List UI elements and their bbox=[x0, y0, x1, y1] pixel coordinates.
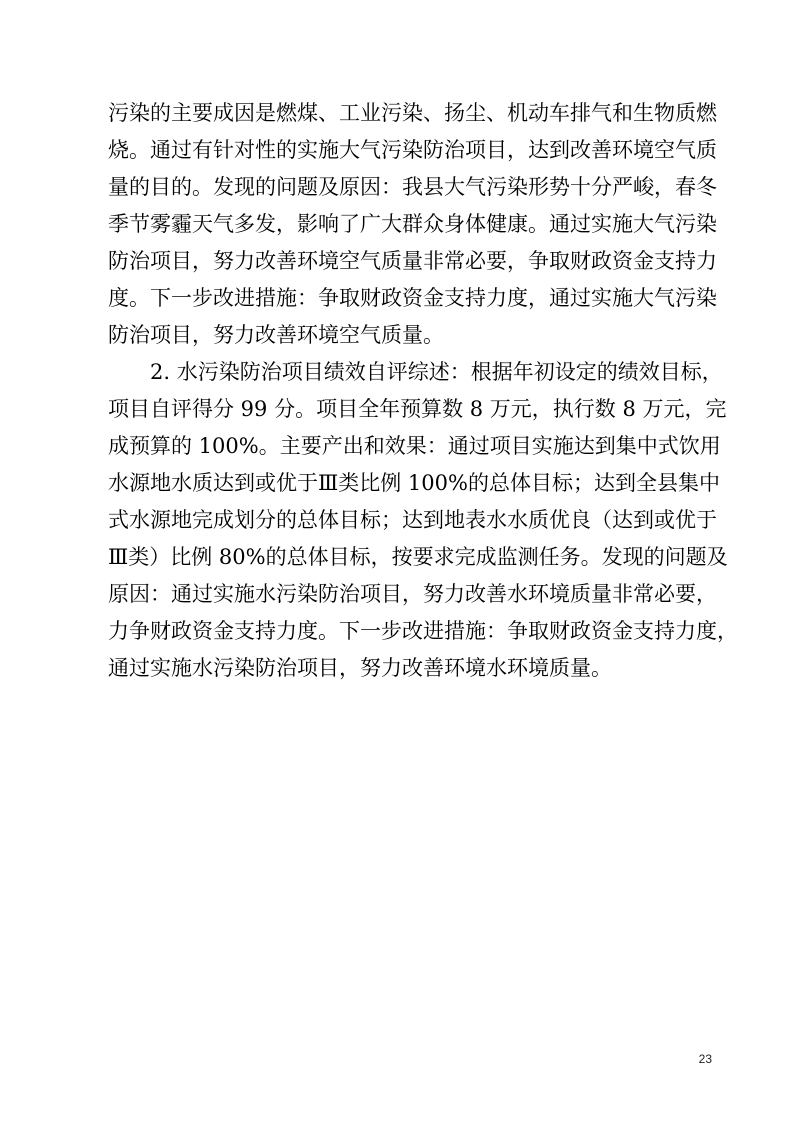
text-line: 防治项目，努力改善环境空气质量非常必要，争取财政资金支持力 bbox=[108, 249, 717, 273]
text-line: 项目自评得分 99 分。项目全年预算数 8 万元，执行数 8 万元，完 bbox=[108, 397, 727, 421]
text-line: 成预算的 100%。主要产出和效果：通过项目实施达到集中式饮用 bbox=[108, 434, 721, 458]
text-line: 力争财政资金支持力度。下一步改进措施：争取财政资金支持力度， bbox=[108, 619, 738, 643]
text-line: 水源地水质达到或优于Ⅲ类比例 100%的总体目标；达到全县集中 bbox=[108, 471, 720, 495]
text-line: 烧。通过有针对性的实施大气污染防治项目，达到改善环境空气质 bbox=[108, 138, 717, 162]
page-number: 23 bbox=[698, 1052, 712, 1066]
text-line: Ⅲ类）比例 80%的总体目标，按要求完成监测任务。发现的问题及 bbox=[108, 545, 728, 569]
text-line: 季节雾霾天气多发，影响了广大群众身体健康。通过实施大气污染 bbox=[108, 212, 717, 236]
text-line: 通过实施水污染防治项目，努力改善环境水环境质量。 bbox=[108, 656, 612, 680]
text-line: 量的目的。发现的问题及原因：我县大气污染形势十分严峻，春冬 bbox=[108, 175, 717, 199]
text-line: 防治项目，努力改善环境空气质量。 bbox=[108, 323, 444, 347]
text-line: 原因：通过实施水污染防治项目，努力改善水环境质量非常必要， bbox=[108, 582, 717, 606]
text-line: 式水源地完成划分的总体目标；达到地表水水质优良（达到或优于 bbox=[108, 508, 717, 532]
text-line: 2. 水污染防治项目绩效自评综述：根据年初设定的绩效目标， bbox=[108, 360, 723, 384]
text-line: 度。下一步改进措施：争取财政资金支持力度，通过实施大气污染 bbox=[108, 286, 717, 310]
body-text bbox=[108, 95, 738, 687]
text-line: 污染的主要成因是燃煤、工业污染、扬尘、机动车排气和生物质燃 bbox=[108, 101, 717, 125]
